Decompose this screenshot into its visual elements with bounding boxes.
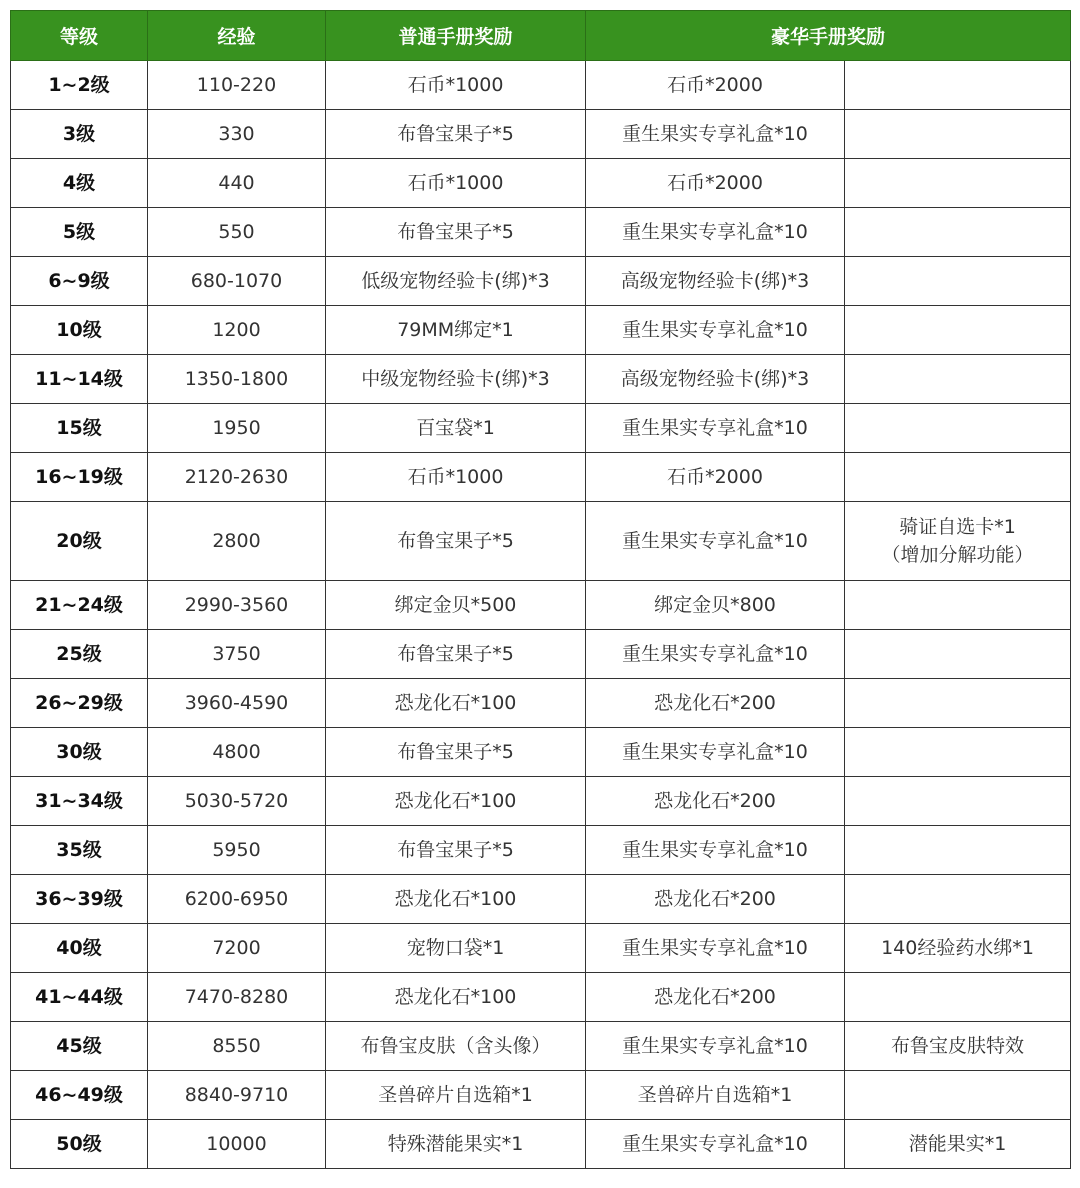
exp-cell-text: 5950: [212, 839, 261, 861]
level-cell: [11, 973, 148, 1022]
exp-cell-text: 2120-2630: [184, 466, 289, 488]
table-row: [11, 502, 1071, 581]
level-cell: [11, 875, 148, 924]
normal-reward-cell: [326, 257, 586, 306]
deluxe-reward-cell-text: 绑定金贝*800: [654, 594, 776, 616]
normal-reward-cell: [326, 973, 586, 1022]
normal-reward-cell: [326, 1120, 586, 1169]
table-row: [11, 1120, 1071, 1169]
deluxe-reward-cell: [586, 875, 845, 924]
exp-cell: [148, 61, 326, 110]
extra-reward-cell-note: （增加分解功能）: [881, 544, 1034, 566]
exp-cell: [148, 973, 326, 1022]
extra-reward-cell: [845, 61, 1071, 110]
extra-reward-cell: [845, 679, 1071, 728]
deluxe-reward-cell-text: 圣兽碎片自选箱*1: [637, 1084, 793, 1106]
normal-reward-cell-text: 恐龙化石*100: [394, 692, 517, 714]
level-cell-text: 5级: [62, 221, 96, 243]
normal-reward-cell-text: 中级宠物经验卡(绑)*3: [361, 368, 550, 390]
table-header-row: [11, 11, 1071, 61]
normal-reward-cell: [326, 924, 586, 973]
exp-cell-text: 1200: [212, 319, 261, 341]
deluxe-reward-cell: [586, 502, 845, 581]
extra-reward-cell-text: 140经验药水绑*1: [881, 937, 1034, 959]
level-cell: [11, 110, 148, 159]
exp-cell-text: 1350-1800: [184, 368, 289, 390]
level-cell: [11, 502, 148, 581]
level-cell-text: 45级: [56, 1035, 102, 1057]
deluxe-reward-cell: [586, 159, 845, 208]
normal-reward-cell: [326, 502, 586, 581]
level-cell: [11, 924, 148, 973]
table-body: [11, 61, 1071, 1169]
level-cell-text: 11~14级: [35, 368, 123, 390]
normal-reward-cell: [326, 355, 586, 404]
table-row: [11, 581, 1071, 630]
exp-cell-text: 680-1070: [190, 270, 283, 292]
deluxe-reward-cell: [586, 208, 845, 257]
exp-cell: [148, 208, 326, 257]
header-exp: 经验: [148, 11, 326, 61]
exp-cell: [148, 110, 326, 159]
deluxe-reward-cell-text: 重生果实专享礼盒*10: [622, 741, 808, 763]
normal-reward-cell-text: 宠物口袋*1: [406, 937, 505, 959]
level-cell-text: 46~49级: [35, 1084, 123, 1106]
normal-reward-cell: [326, 61, 586, 110]
level-cell: [11, 728, 148, 777]
exp-cell: [148, 728, 326, 777]
table-row: [11, 924, 1071, 973]
normal-reward-cell: [326, 679, 586, 728]
header-normal-reward: 普通手册奖励: [326, 11, 586, 61]
extra-reward-cell: [845, 1120, 1071, 1169]
level-cell: [11, 306, 148, 355]
exp-cell: [148, 502, 326, 581]
exp-cell: [148, 1071, 326, 1120]
level-cell: [11, 1071, 148, 1120]
extra-reward-cell-text: 潜能果实*1: [908, 1133, 1007, 1155]
exp-cell: [148, 257, 326, 306]
extra-reward-cell: [845, 257, 1071, 306]
exp-cell: [148, 826, 326, 875]
normal-reward-cell: [326, 826, 586, 875]
level-cell-text: 35级: [56, 839, 102, 861]
level-cell-text: 10级: [56, 319, 102, 341]
reward-table: [10, 10, 1071, 1169]
table-row: [11, 1022, 1071, 1071]
level-cell: [11, 1120, 148, 1169]
normal-reward-cell: [326, 404, 586, 453]
deluxe-reward-cell: [586, 630, 845, 679]
normal-reward-cell-text: 石币*1000: [407, 172, 504, 194]
extra-reward-cell: [845, 404, 1071, 453]
extra-reward-cell: [845, 777, 1071, 826]
normal-reward-cell-text: 石币*1000: [407, 74, 504, 96]
deluxe-reward-cell: [586, 453, 845, 502]
deluxe-reward-cell-text: 重生果实专享礼盒*10: [622, 643, 808, 665]
normal-reward-cell-text: 布鲁宝果子*5: [397, 530, 514, 552]
deluxe-reward-cell-text: 高级宠物经验卡(绑)*3: [620, 270, 810, 292]
level-cell-text: 3级: [62, 123, 96, 145]
exp-cell-text: 3960-4590: [184, 692, 289, 714]
normal-reward-cell: [326, 208, 586, 257]
deluxe-reward-cell: [586, 1071, 845, 1120]
extra-reward-cell: [845, 208, 1071, 257]
normal-reward-cell: [326, 728, 586, 777]
deluxe-reward-cell: [586, 355, 845, 404]
deluxe-reward-cell: [586, 61, 845, 110]
normal-reward-cell: [326, 777, 586, 826]
level-cell: [11, 61, 148, 110]
table-row: [11, 306, 1071, 355]
exp-cell-text: 3750: [212, 643, 261, 665]
normal-reward-cell-text: 布鲁宝果子*5: [397, 741, 514, 763]
table-row: [11, 110, 1071, 159]
level-cell-text: 30级: [56, 741, 102, 763]
exp-cell-text: 5030-5720: [184, 790, 289, 812]
extra-reward-cell: [845, 502, 1071, 581]
exp-cell: [148, 777, 326, 826]
level-cell-text: 4级: [62, 172, 96, 194]
level-cell: [11, 826, 148, 875]
deluxe-reward-cell-text: 石币*2000: [667, 466, 763, 488]
header-deluxe-reward: 豪华手册奖励: [586, 11, 1071, 61]
deluxe-reward-cell-text: 重生果实专享礼盒*10: [622, 417, 808, 439]
level-cell: [11, 777, 148, 826]
normal-reward-cell-text: 恐龙化石*100: [394, 986, 517, 1008]
normal-reward-cell-text: 布鲁宝果子*5: [397, 643, 514, 665]
deluxe-reward-cell: [586, 728, 845, 777]
exp-cell-text: 1950: [212, 417, 261, 439]
header-level: 等级: [11, 11, 148, 61]
normal-reward-cell-text: 百宝袋*1: [416, 417, 495, 439]
deluxe-reward-cell-text: 高级宠物经验卡(绑)*3: [620, 368, 810, 390]
normal-reward-cell-text: 石币*1000: [407, 466, 504, 488]
exp-cell: [148, 404, 326, 453]
level-cell: [11, 630, 148, 679]
exp-cell: [148, 679, 326, 728]
deluxe-reward-cell: [586, 257, 845, 306]
exp-cell-text: 2800: [212, 530, 261, 552]
normal-reward-cell-text: 布鲁宝皮肤（含头像）: [360, 1035, 551, 1057]
deluxe-reward-cell: [586, 826, 845, 875]
table-row: [11, 679, 1071, 728]
level-cell: [11, 404, 148, 453]
exp-cell-text: 330: [218, 123, 255, 145]
table-row: [11, 453, 1071, 502]
normal-reward-cell: [326, 1071, 586, 1120]
exp-cell-text: 2990-3560: [184, 594, 289, 616]
exp-cell-text: 7470-8280: [184, 986, 289, 1008]
normal-reward-cell: [326, 453, 586, 502]
extra-reward-cell: [845, 159, 1071, 208]
normal-reward-cell-text: 布鲁宝果子*5: [397, 221, 514, 243]
table-row: [11, 257, 1071, 306]
exp-cell-text: 4800: [212, 741, 261, 763]
level-cell-text: 40级: [56, 937, 102, 959]
level-cell: [11, 208, 148, 257]
extra-reward-cell: [845, 630, 1071, 679]
exp-cell: [148, 1022, 326, 1071]
exp-cell: [148, 306, 326, 355]
normal-reward-cell-text: 特殊潜能果实*1: [387, 1133, 524, 1155]
extra-reward-cell: [845, 826, 1071, 875]
normal-reward-cell: [326, 306, 586, 355]
deluxe-reward-cell-text: 重生果实专享礼盒*10: [622, 1133, 808, 1155]
exp-cell-text: 8550: [212, 1035, 261, 1057]
normal-reward-cell: [326, 630, 586, 679]
level-cell-text: 31~34级: [35, 790, 123, 812]
normal-reward-cell-text: 布鲁宝果子*5: [397, 839, 514, 861]
exp-cell: [148, 355, 326, 404]
normal-reward-cell: [326, 110, 586, 159]
level-cell-text: 20级: [56, 530, 102, 552]
level-cell: [11, 453, 148, 502]
extra-reward-cell: [845, 924, 1071, 973]
level-cell-text: 25级: [56, 643, 102, 665]
level-cell-text: 36~39级: [35, 888, 123, 910]
deluxe-reward-cell-text: 石币*2000: [667, 172, 763, 194]
exp-cell: [148, 453, 326, 502]
normal-reward-cell-text: 恐龙化石*100: [394, 790, 517, 812]
exp-cell: [148, 581, 326, 630]
deluxe-reward-cell-text: 重生果实专享礼盒*10: [622, 530, 808, 552]
extra-reward-cell: [845, 453, 1071, 502]
deluxe-reward-cell-text: 重生果实专享礼盒*10: [622, 1035, 808, 1057]
level-cell-text: 50级: [56, 1133, 102, 1155]
extra-reward-cell-text: 骑证自选卡*1: [899, 516, 1016, 538]
exp-cell: [148, 875, 326, 924]
table-row: [11, 826, 1071, 875]
deluxe-reward-cell-text: 重生果实专享礼盒*10: [622, 319, 808, 341]
exp-cell: [148, 1120, 326, 1169]
exp-cell-text: 440: [218, 172, 255, 194]
reward-table-container: [10, 10, 1070, 1169]
exp-cell: [148, 630, 326, 679]
level-cell: [11, 581, 148, 630]
extra-reward-cell: [845, 875, 1071, 924]
deluxe-reward-cell: [586, 306, 845, 355]
table-row: [11, 777, 1071, 826]
table-row: [11, 728, 1071, 777]
extra-reward-cell-text: 布鲁宝皮肤特效: [891, 1035, 1025, 1057]
extra-reward-cell: [845, 1022, 1071, 1071]
table-row: [11, 355, 1071, 404]
deluxe-reward-cell: [586, 110, 845, 159]
exp-cell: [148, 924, 326, 973]
exp-cell-text: 7200: [212, 937, 261, 959]
level-cell: [11, 159, 148, 208]
normal-reward-cell: [326, 1022, 586, 1071]
deluxe-reward-cell-text: 重生果实专享礼盒*10: [622, 221, 808, 243]
deluxe-reward-cell: [586, 777, 845, 826]
exp-cell-text: 10000: [206, 1133, 267, 1155]
deluxe-reward-cell: [586, 1022, 845, 1071]
level-cell: [11, 355, 148, 404]
deluxe-reward-cell-text: 恐龙化石*200: [654, 888, 776, 910]
table-row: [11, 1071, 1071, 1120]
deluxe-reward-cell-text: 恐龙化石*200: [654, 692, 776, 714]
deluxe-reward-cell-text: 石币*2000: [667, 74, 763, 96]
level-cell-text: 15级: [56, 417, 102, 439]
deluxe-reward-cell-text: 恐龙化石*200: [654, 986, 776, 1008]
level-cell-text: 1~2级: [48, 74, 110, 96]
table-row: [11, 404, 1071, 453]
table-row: [11, 630, 1071, 679]
normal-reward-cell-text: 布鲁宝果子*5: [397, 123, 514, 145]
exp-cell-text: 8840-9710: [184, 1084, 289, 1106]
table-row: [11, 208, 1071, 257]
table-row: [11, 973, 1071, 1022]
deluxe-reward-cell: [586, 404, 845, 453]
exp-cell: [148, 159, 326, 208]
normal-reward-cell: [326, 581, 586, 630]
exp-cell-text: 550: [218, 221, 255, 243]
normal-reward-cell: [326, 875, 586, 924]
deluxe-reward-cell: [586, 581, 845, 630]
exp-cell-text: 6200-6950: [184, 888, 289, 910]
exp-cell-text: 110-220: [196, 74, 277, 96]
level-cell-text: 16~19级: [35, 466, 123, 488]
deluxe-reward-cell: [586, 679, 845, 728]
normal-reward-cell: [326, 159, 586, 208]
extra-reward-cell: [845, 355, 1071, 404]
level-cell-text: 21~24级: [35, 594, 123, 616]
deluxe-reward-cell-text: 重生果实专享礼盒*10: [622, 937, 808, 959]
level-cell-text: 6~9级: [48, 270, 110, 292]
level-cell: [11, 1022, 148, 1071]
extra-reward-cell: [845, 110, 1071, 159]
normal-reward-cell-text: 79MM绑定*1: [397, 319, 514, 341]
deluxe-reward-cell-text: 重生果实专享礼盒*10: [622, 839, 808, 861]
level-cell: [11, 257, 148, 306]
extra-reward-cell: [845, 1071, 1071, 1120]
normal-reward-cell-text: 恐龙化石*100: [394, 888, 517, 910]
table-row: [11, 159, 1071, 208]
extra-reward-cell: [845, 581, 1071, 630]
normal-reward-cell-text: 绑定金贝*500: [394, 594, 517, 616]
deluxe-reward-cell: [586, 1120, 845, 1169]
table-row: [11, 61, 1071, 110]
normal-reward-cell-text: 圣兽碎片自选箱*1: [378, 1084, 533, 1106]
level-cell: [11, 679, 148, 728]
extra-reward-cell: [845, 973, 1071, 1022]
deluxe-reward-cell-text: 重生果实专享礼盒*10: [622, 123, 808, 145]
normal-reward-cell-text: 低级宠物经验卡(绑)*3: [361, 270, 550, 292]
level-cell-text: 26~29级: [35, 692, 123, 714]
extra-reward-cell: [845, 306, 1071, 355]
table-row: [11, 875, 1071, 924]
extra-reward-cell: [845, 728, 1071, 777]
deluxe-reward-cell-text: 恐龙化石*200: [654, 790, 776, 812]
deluxe-reward-cell: [586, 924, 845, 973]
level-cell-text: 41~44级: [35, 986, 123, 1008]
deluxe-reward-cell: [586, 973, 845, 1022]
